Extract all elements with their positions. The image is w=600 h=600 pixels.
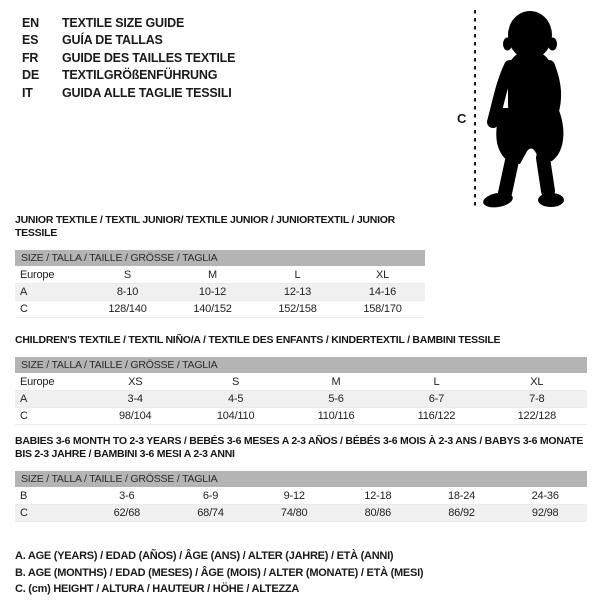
lang-code: DE xyxy=(22,68,39,83)
lang-line-es xyxy=(22,32,235,49)
table-cell: 4-5 xyxy=(227,393,244,405)
table-title: BABIES 3-6 MONTH TO 2-3 YEARS / BEBÉS 3-6 MESES A 2-3 AÑOS / BÉBÉS 3-6 MOIS À 2-3 ANS / BABYS 3-6 MONATE BIS 2-3 JAHRE / BAMBINI 3-6 MESI A 2-3 ANNI xyxy=(15,435,584,460)
table-cell: 6-7 xyxy=(428,393,445,405)
table-cell: 128/140 xyxy=(108,303,147,315)
tables-container xyxy=(15,214,587,598)
table-row xyxy=(15,391,587,408)
table-cell: XL xyxy=(375,269,390,281)
row-label: B xyxy=(20,490,28,502)
size-table xyxy=(15,334,587,425)
table-row xyxy=(15,284,425,301)
lang-title: GUIDA ALLE TAGLIE TESSILI xyxy=(62,85,232,100)
height-marker-label: C xyxy=(457,111,467,126)
table-row xyxy=(15,267,425,284)
table-row xyxy=(15,488,587,505)
table-cell: 5-6 xyxy=(328,393,344,405)
language-title-block xyxy=(22,15,235,102)
footnote-line: A. AGE (YEARS) / EDAD (AÑOS) / ÂGE (ANS) / ALTER (JAHRE) / ETÀ (ANNI) xyxy=(15,550,394,562)
lang-title: GUIDE DES TAILLES TEXTILE xyxy=(62,50,236,65)
table-cell: 86/92 xyxy=(448,507,475,519)
figure-svg xyxy=(448,4,598,212)
table-cell: S xyxy=(123,269,132,281)
lang-code: ES xyxy=(22,33,39,48)
table-cell: XS xyxy=(128,376,143,388)
table-cell: M xyxy=(331,376,341,388)
table-cell: XL xyxy=(530,376,544,388)
table-cell: 104/110 xyxy=(216,410,255,422)
table-title: JUNIOR TEXTILE / TEXTIL JUNIOR/ TEXTILE JUNIOR / JUNIORTEXTIL / JUNIOR TESSILE xyxy=(15,214,395,239)
table-row xyxy=(15,505,587,522)
row-label: C xyxy=(20,507,28,519)
lang-line-de xyxy=(22,67,235,84)
table-cell: 122/128 xyxy=(517,410,557,422)
table-cell: M xyxy=(208,269,217,281)
footnote-line: B. AGE (MONTHS) / EDAD (MESES) / ÂGE (MOIS) / ALTER (MONATE) / ETÀ (MESI) xyxy=(15,566,424,579)
table-cell: 7-8 xyxy=(529,393,545,405)
table-row xyxy=(15,408,587,425)
table-cell: 80/86 xyxy=(364,507,392,519)
table-cell: 3-6 xyxy=(119,490,135,502)
table-row xyxy=(15,374,587,391)
size-table xyxy=(15,214,425,318)
row-label: Europe xyxy=(20,376,55,388)
row-label: C xyxy=(20,410,28,422)
table-cell: 98/104 xyxy=(118,410,152,422)
table-cell: 62/68 xyxy=(113,507,141,519)
table-cell: 18-24 xyxy=(447,490,476,502)
table-cell: L xyxy=(433,376,440,388)
table-cell: 8-10 xyxy=(116,286,139,298)
lang-line-it xyxy=(22,85,235,102)
table-cell: 158/170 xyxy=(363,303,402,315)
row-label: A xyxy=(20,286,28,298)
lang-title: GUÍA DE TALLAS xyxy=(62,33,163,48)
table-cell: 110/116 xyxy=(317,410,355,422)
table-cell: 6-9 xyxy=(202,490,219,502)
lang-title: TEXTILE SIZE GUIDE xyxy=(62,16,185,30)
table-cell: 140/152 xyxy=(193,303,232,315)
lang-code: EN xyxy=(22,16,39,30)
size-header-bar: SIZE / TALLA / TAILLE / GRÖSSE / TAGLIA xyxy=(15,471,587,487)
size-header-bar: SIZE / TALLA / TAILLE / GRÖSSE / TAGLIA xyxy=(15,250,425,266)
size-table xyxy=(15,435,587,522)
row-label: C xyxy=(20,303,28,315)
footnotes xyxy=(15,548,587,598)
table-cell: L xyxy=(294,269,301,281)
table-cell: 10-12 xyxy=(198,286,227,298)
lang-title: TEXTILGRÖßENFÜHRUNG xyxy=(62,68,218,83)
lang-line-fr xyxy=(22,50,235,67)
lang-code: FR xyxy=(22,50,39,65)
table-row xyxy=(15,301,425,318)
measurement-figure xyxy=(448,4,598,212)
table-cell: 152/158 xyxy=(278,303,317,315)
table-cell: 12-13 xyxy=(283,286,312,298)
toddler-silhouette-icon xyxy=(482,11,564,209)
table-cell: 74/80 xyxy=(280,507,308,519)
table-cell: 3-4 xyxy=(127,393,143,405)
table-cell: 12-18 xyxy=(364,490,392,502)
table-title: CHILDREN'S TEXTILE / TEXTIL NIÑO/A / TEXTILE DES ENFANTS / KINDERTEXTIL / BAMBINI TESSILE xyxy=(15,334,501,346)
table-cell: 14-16 xyxy=(368,286,397,298)
row-label: A xyxy=(20,393,28,405)
row-label: Europe xyxy=(20,269,55,281)
table-cell: 116/122 xyxy=(417,410,456,422)
lang-code: IT xyxy=(22,85,33,100)
table-cell: 9-12 xyxy=(283,490,305,502)
table-cell: 24-36 xyxy=(531,490,559,502)
table-cell: S xyxy=(232,376,240,388)
footnote-line: C. (cm) HEIGHT / ALTURA / HAUTEUR / HÖHE / ALTEZZA xyxy=(15,583,300,595)
size-header-bar: SIZE / TALLA / TAILLE / GRÖSSE / TAGLIA xyxy=(15,357,587,373)
table-cell: 68/74 xyxy=(197,507,224,519)
table-cell: 92/98 xyxy=(531,507,559,519)
lang-line-en xyxy=(22,15,235,32)
